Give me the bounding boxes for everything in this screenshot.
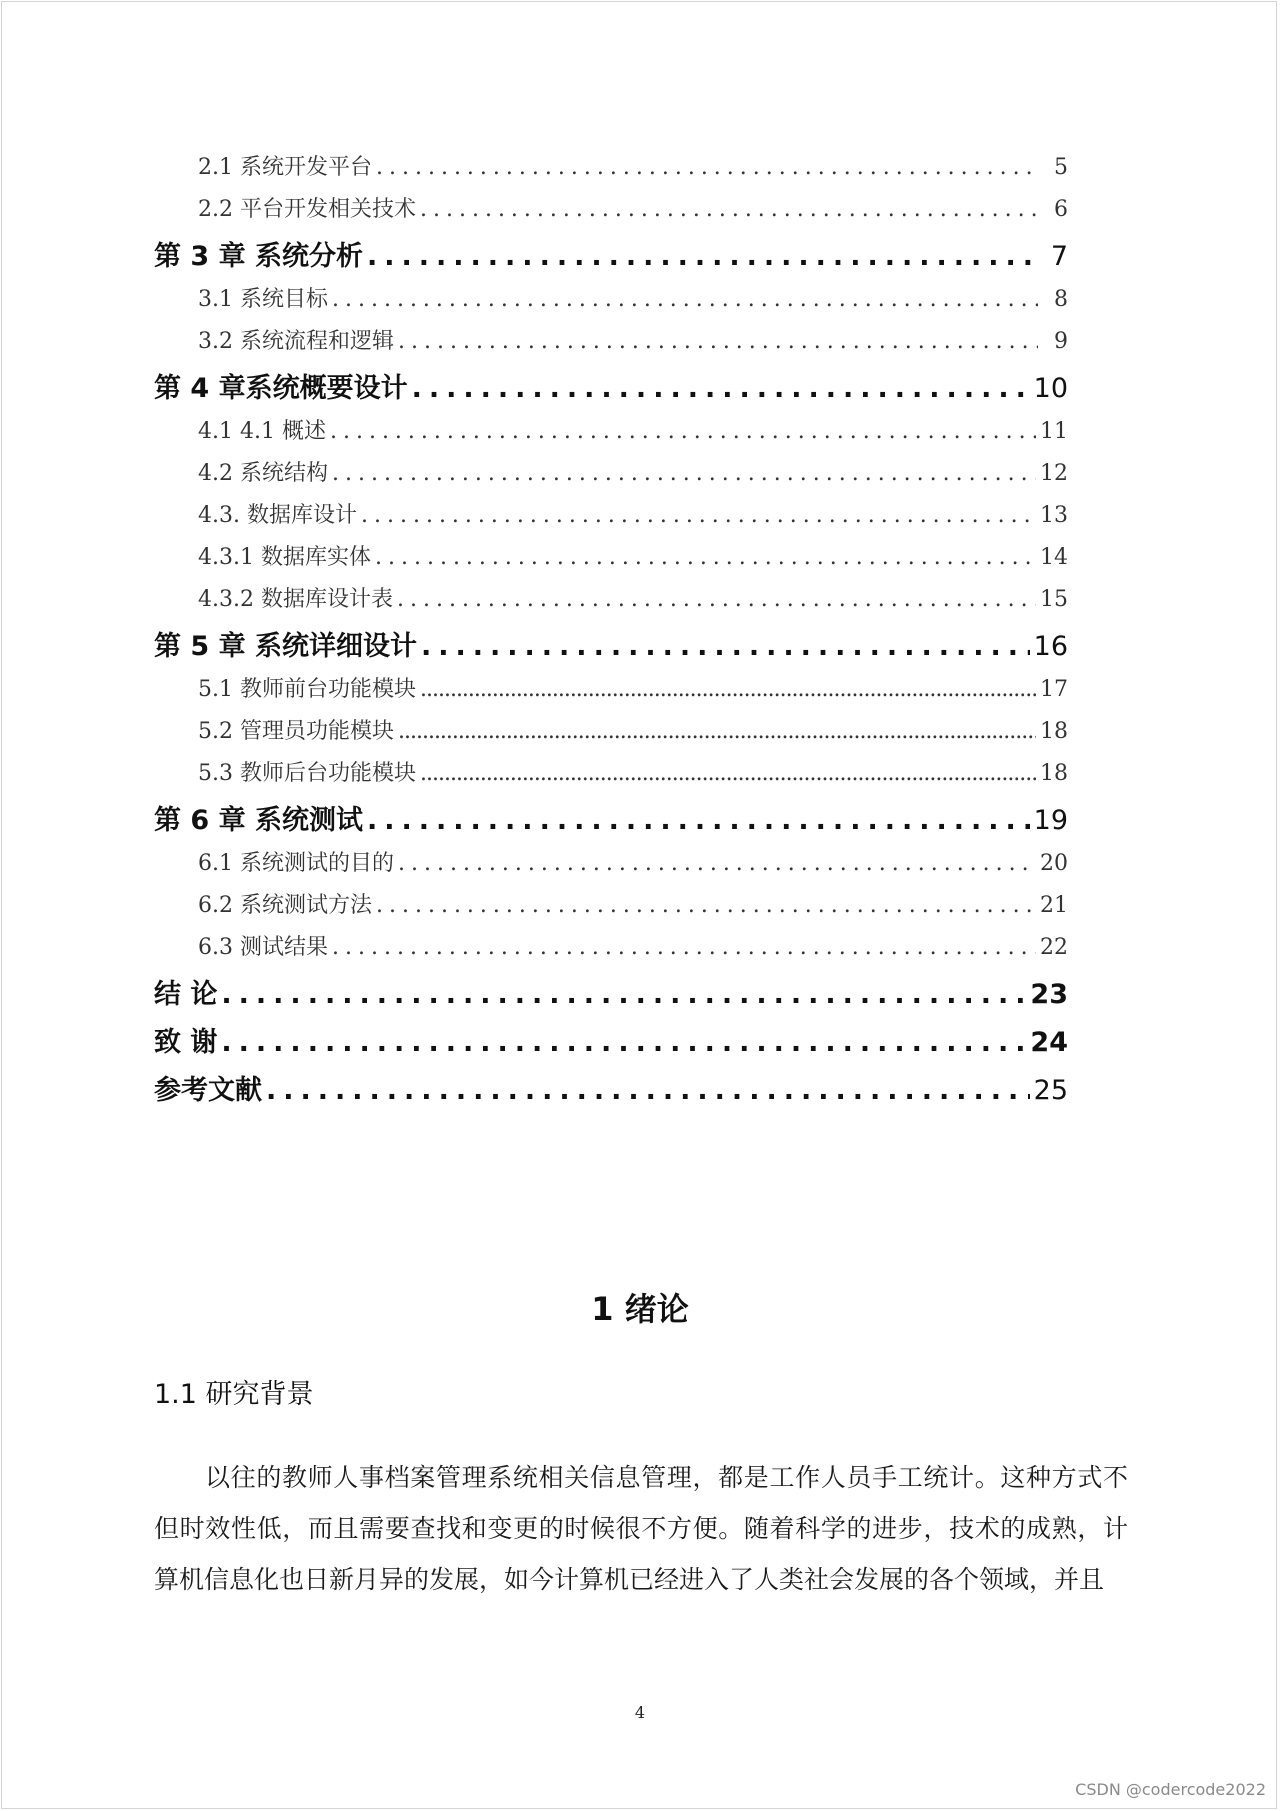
toc-entry-title: 3.1 系统目标 [198, 287, 328, 312]
toc-entry-page: 16 [1033, 631, 1068, 662]
toc-entry[interactable] [154, 282, 1068, 324]
toc-entry[interactable] [154, 498, 1068, 540]
toc-entry[interactable] [154, 888, 1068, 930]
toc-dot-leader [221, 1027, 1026, 1058]
toc-entry-page: 24 [1030, 1027, 1068, 1058]
toc-entry-title: 4.3.1 数据库实体 [198, 545, 371, 570]
toc-entry[interactable] [154, 414, 1068, 456]
toc-entry-page: 13 [1040, 503, 1068, 528]
toc-dot-leader [398, 719, 1036, 744]
toc-entry-title: 4.3. 数据库设计 [198, 503, 357, 528]
toc-entry-title: 5.3 教师后台功能模块 [198, 761, 416, 786]
toc-dot-leader [221, 979, 1026, 1010]
toc-dot-leader [367, 241, 1038, 272]
toc-entry[interactable] [154, 846, 1068, 888]
table-of-contents [154, 150, 1068, 1116]
toc-entry[interactable] [154, 798, 1068, 846]
toc-dot-leader [398, 851, 1036, 876]
toc-entry[interactable] [154, 582, 1068, 624]
toc-dot-leader [397, 587, 1036, 612]
toc-entry[interactable] [154, 324, 1068, 366]
toc-entry-page: 10 [1033, 373, 1068, 404]
toc-entry-page: 21 [1040, 893, 1068, 918]
toc-entry[interactable] [154, 366, 1068, 414]
toc-entry-title: 第 5 章 系统详细设计 [154, 631, 417, 662]
toc-entry[interactable] [154, 192, 1068, 234]
page-number: 4 [634, 1703, 646, 1722]
toc-dot-leader [398, 329, 1038, 354]
toc-dot-leader [420, 677, 1036, 702]
toc-entry-title: 第 6 章 系统测试 [154, 805, 363, 836]
toc-entry-page: 20 [1040, 851, 1068, 876]
toc-entry[interactable] [154, 1020, 1068, 1068]
toc-dot-leader [375, 545, 1036, 570]
toc-entry-title: 3.2 系统流程和逻辑 [198, 329, 394, 354]
toc-dot-leader [412, 373, 1030, 404]
toc-entry-page: 11 [1040, 419, 1068, 444]
toc-entry-page: 15 [1040, 587, 1068, 612]
toc-entry-title: 4.2 系统结构 [198, 461, 328, 486]
toc-entry-title: 4.3.2 数据库设计表 [198, 587, 393, 612]
toc-entry[interactable] [154, 456, 1068, 498]
body-paragraph: 以往的教师人事档案管理系统相关信息管理，都是工作人员手工统计。这种方式不但时效性低，而且需要查找和变更的时候很不方便。随着科学的进步，技术的成熟，计算机信息化也日新月异的发展，如今计算机已经进入了人类社会发展的各个领域，并且 [154, 1463, 1128, 1594]
chapter-heading: 1 绪论 [591, 1290, 689, 1328]
toc-entry-title: 致 谢 [154, 1027, 218, 1058]
toc-entry[interactable] [154, 756, 1068, 798]
toc-entry-page: 18 [1040, 719, 1068, 744]
toc-entry-title: 6.1 系统测试的目的 [198, 851, 394, 876]
toc-entry-page: 8 [1054, 287, 1068, 312]
toc-entry-page: 7 [1050, 241, 1068, 272]
toc-entry-page: 22 [1040, 935, 1068, 960]
toc-entry-page: 18 [1040, 761, 1068, 786]
watermark: CSDN @codercode2022 [1075, 1780, 1266, 1799]
toc-entry-page: 23 [1030, 979, 1068, 1010]
toc-dot-leader [266, 1075, 1030, 1106]
toc-entry-title: 4.1 4.1 概述 [198, 419, 326, 444]
toc-entry[interactable] [154, 714, 1068, 756]
toc-entry-page: 6 [1054, 197, 1068, 222]
toc-entry-title: 参考文献 [154, 1075, 262, 1106]
toc-dot-leader [332, 287, 1038, 312]
toc-entry-page: 5 [1054, 155, 1068, 180]
toc-dot-leader [420, 761, 1036, 786]
toc-entry-title: 2.1 系统开发平台 [198, 155, 372, 180]
toc-entry-title: 第 4 章系统概要设计 [154, 373, 408, 404]
toc-dot-leader [376, 155, 1038, 180]
toc-dot-leader [421, 631, 1030, 662]
toc-dot-leader [367, 805, 1030, 836]
toc-entry-page: 9 [1054, 329, 1068, 354]
toc-entry-page: 25 [1033, 1075, 1068, 1106]
toc-entry[interactable] [154, 624, 1068, 672]
toc-entry-title: 第 3 章 系统分析 [154, 241, 363, 272]
toc-entry[interactable] [154, 150, 1068, 192]
toc-entry-title: 5.1 教师前台功能模块 [198, 677, 416, 702]
toc-entry[interactable] [154, 972, 1068, 1020]
toc-entry-title: 6.3 测试结果 [198, 935, 328, 960]
toc-entry-title: 6.2 系统测试方法 [198, 893, 372, 918]
toc-dot-leader [376, 893, 1036, 918]
toc-entry[interactable] [154, 1068, 1068, 1116]
toc-dot-leader [332, 461, 1036, 486]
toc-entry[interactable] [154, 672, 1068, 714]
toc-dot-leader [332, 935, 1036, 960]
toc-dot-leader [361, 503, 1036, 528]
toc-entry-page: 14 [1040, 545, 1068, 570]
toc-entry-title: 5.2 管理员功能模块 [198, 719, 394, 744]
toc-entry-page: 19 [1033, 805, 1068, 836]
toc-entry-page: 17 [1040, 677, 1068, 702]
toc-entry[interactable] [154, 540, 1068, 582]
section-heading: 1.1 研究背景 [154, 1379, 314, 1410]
toc-entry[interactable] [154, 930, 1068, 972]
toc-entry-page: 12 [1040, 461, 1068, 486]
toc-dot-leader [420, 197, 1038, 222]
toc-dot-leader [330, 419, 1036, 444]
toc-entry-title: 结 论 [154, 979, 218, 1010]
toc-entry-title: 2.2 平台开发相关技术 [198, 197, 416, 222]
toc-entry[interactable] [154, 234, 1068, 282]
